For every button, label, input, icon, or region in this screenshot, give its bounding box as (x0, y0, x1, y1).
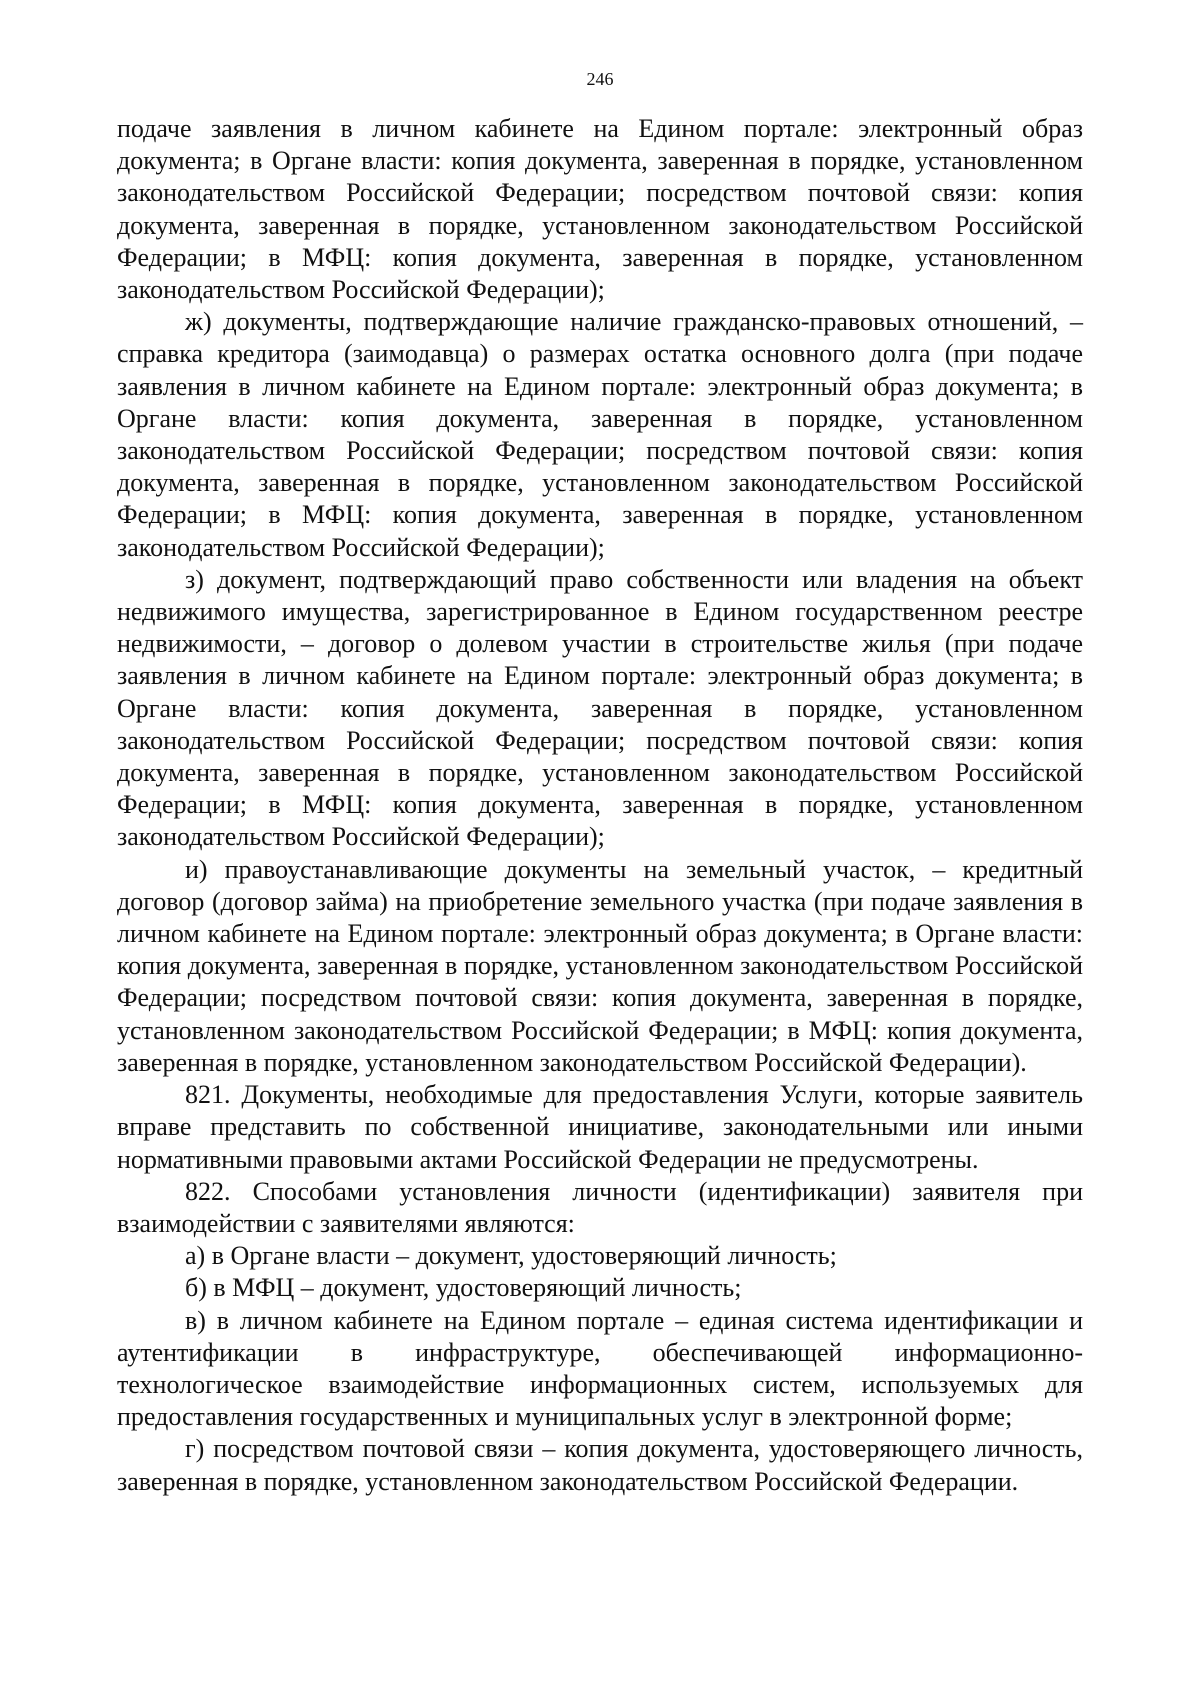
paragraph-item-a: а) в Органе власти – документ, удостоверяющий личность; (185, 1241, 837, 1271)
paragraph-item-i: и) правоустанавливающие документы на земельный участок, – кредитный договор (договор займа) на приобретение земельного участка (при подаче заявления в личном кабинете на Едином портале: электронный образ документа; в Органе власти: копия документа, заверенная в порядке, установленном законодательством Российской Федерации; посредством почтовой связи: копия документа, заверенная в порядке, установленном законодательством Российской Федерации; в МФЦ: копия документа, заверенная в порядке, установленном законодательством Российской Федерации). (117, 854, 1083, 1077)
paragraph-item-zh: ж) документы, подтверждающие наличие гражданско-правовых отношений, – справка кредитора (заимодавца) о размерах остатка основного долга (при подаче заявления в личном кабинете на Едином портале: электронный образ документа; в Органе власти: копия документа, заверенная в порядке, установленном законодательством Российской Федерации; посредством почтовой связи: копия документа, заверенная в порядке, установленном законодательством Российской Федерации; в МФЦ: копия документа, заверенная в порядке, установленном законодательством Российской Федерации); (117, 307, 1083, 562)
paragraph-item-b: б) в МФЦ – документ, удостоверяющий личность; (185, 1273, 742, 1303)
paragraph-item-z: з) документ, подтверждающий право собственности или владения на объект недвижимого имущества, зарегистрированное в Едином государственном реестре недвижимости, – договор о долевом участии в строительстве жилья (при подаче заявления в личном кабинете на Едином портале: электронный образ документа; в Органе власти: копия документа, заверенная в порядке, установленном законодательством Российской Федерации; посредством почтовой связи: копия документа, заверенная в порядке, установленном законодательством Российской Федерации; в МФЦ: копия документа, заверенная в порядке, установленном законодательством Российской Федерации); (117, 564, 1083, 852)
paragraph-821: 821. Документы, необходимые для предоставления Услуги, которые заявитель вправе представить по собственной инициативе, законодательными или иными нормативными правовыми актами Российской Федерации не предусмотрены. (117, 1080, 1083, 1174)
paragraph-item-v: в) в личном кабинете на Едином портале – единая система идентификации и аутентификации в инфраструктуре, обеспечивающей информационно-технологическое взаимодействие информационных систем, используемых для предоставления государственных и муниципальных услуг в электронной форме; (117, 1305, 1083, 1432)
paragraph-continuation: подаче заявления в личном кабинете на Едином портале: электронный образ документа; в Органе власти: копия документа, заверенная в порядке, установленном законодательством Российской Федерации; посредством почтовой связи: копия документа, заверенная в порядке, установленном законодательством Российской Федерации; в МФЦ: копия документа, заверенная в порядке, установленном законодательством Российской Федерации); (117, 114, 1083, 305)
document-body (117, 113, 1083, 1498)
page-number: 246 (586, 69, 614, 89)
paragraph-item-g: г) посредством почтовой связи – копия документа, удостоверяющего личность, заверенная в порядке, установленном законодательством Российской Федерации. (117, 1434, 1083, 1496)
paragraph-822: 822. Способами установления личности (идентификации) заявителя при взаимодействии с заявителями являются: (117, 1176, 1083, 1238)
